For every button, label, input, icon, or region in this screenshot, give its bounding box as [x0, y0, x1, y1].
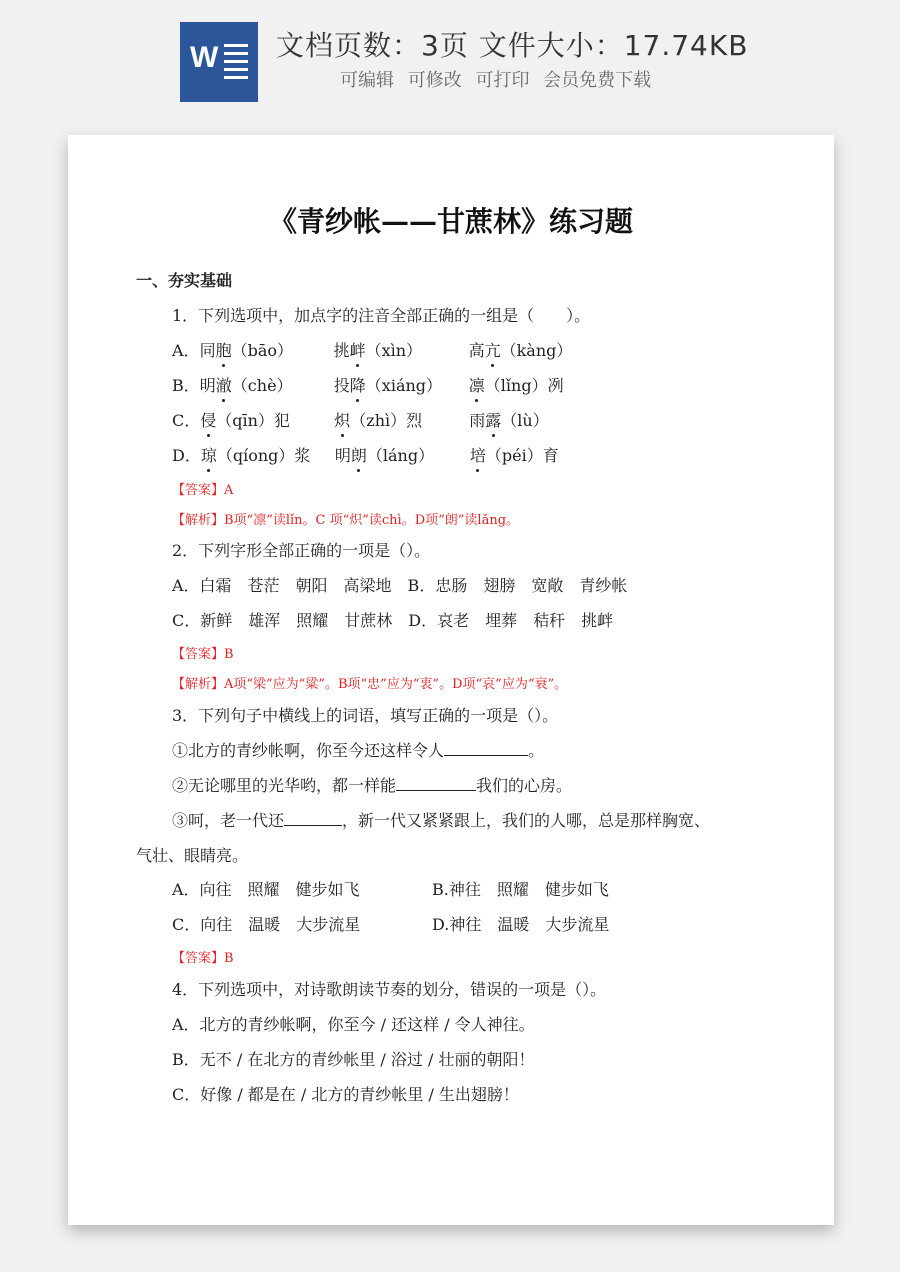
- question-4-stem: 4．下列选项中，对诗歌朗读节奏的划分，错误的一项是（）。: [172, 980, 607, 999]
- question-3-options-cd: C．向往 温暖 大步流星 D.神往 温暖 大步流星: [172, 915, 610, 934]
- word-icon-lines: [224, 44, 248, 84]
- fill-blank: [444, 741, 528, 756]
- question-1-analysis: 【解析】B项“凛”读lǐn。C 项“炽”读chì。D项“朗”读lǎng。: [172, 513, 520, 528]
- emphasis-dot-char: 降: [350, 373, 366, 396]
- question-2-options-cd: C．新鲜 雄浑 照耀 甘蔗林 D．哀老 埋葬 秸秆 挑衅: [172, 611, 614, 630]
- word-icon: [180, 22, 258, 102]
- question-2-analysis: 【解析】A项“梁”应为“粱”。B项“忠”应为“衷”。D项“哀”应为“衰”。: [172, 677, 568, 692]
- question-2-stem: 2．下列字形全部正确的一项是（）。: [172, 541, 431, 560]
- question-3-sentence-3: ③呵，老一代还 ，新一代又紧紧跟上，我们的人哪，总是那样胸宽、: [172, 811, 711, 830]
- emphasis-dot-char: 亢: [485, 338, 501, 361]
- question-1-option-a: A．同胞（bāo） 挑衅（xìn） 高亢（kàng）: [172, 338, 572, 361]
- emphasis-dot-char: 琼: [201, 443, 217, 466]
- question-2-options-ab: A．白霜 苍茫 朝阳 高梁地 B．忠肠 翅膀 宽敞 青纱帐: [172, 576, 628, 595]
- question-3-sentence-3-cont: 气壮、眼睛亮。: [136, 846, 249, 865]
- emphasis-dot-char: 衅: [350, 338, 366, 361]
- emphasis-dot-char: 凛: [469, 373, 485, 396]
- question-3-sentence-2: ②无论哪里的光华哟，都一样能 我们的心房。: [172, 776, 573, 795]
- fill-blank: [284, 811, 342, 826]
- question-1-stem: 1．下列选项中，加点字的注音全部正确的一组是（ ）。: [172, 306, 591, 325]
- emphasis-dot-char: 朗: [351, 443, 367, 466]
- emphasis-dot-char: 培: [470, 443, 486, 466]
- question-4-option-a: A．北方的青纱帐啊，你至今 / 还这样 / 令人神往。: [172, 1015, 535, 1034]
- question-2-answer: 【答案】B: [172, 647, 234, 662]
- emphasis-dot-char: 露: [485, 408, 501, 431]
- document-stats: 文档页数：3页 文件大小：17.74KB: [276, 29, 749, 62]
- question-4-option-b: B．无不 / 在北方的青纱帐里 / 浴过 / 壮丽的朝阳！: [172, 1050, 535, 1069]
- question-3-stem: 3．下列句子中横线上的词语，填写正确的一项是（）。: [172, 706, 559, 725]
- question-3-sentence-1: ①北方的青纱帐啊，你至今还这样令人 。: [172, 741, 545, 760]
- question-3-answer: 【答案】B: [172, 951, 234, 966]
- document-features: 可编辑 可修改 可打印 会员免费下载: [340, 70, 652, 91]
- header-bar: [0, 0, 900, 120]
- emphasis-dot-char: 澈: [216, 373, 232, 396]
- question-1-option-c: C．侵（qīn）犯 炽（zhì）烈 雨露（lù）: [172, 408, 549, 431]
- question-4-option-c: C．好像 / 都是在 / 北方的青纱帐里 / 生出翅膀！: [172, 1085, 519, 1104]
- emphasis-dot-char: 胞: [216, 338, 232, 361]
- emphasis-dot-char: 侵: [200, 408, 216, 431]
- question-3-options-ab: A．向往 照耀 健步如飞 B.神往 照耀 健步如飞: [172, 880, 609, 899]
- question-1-option-b: B．明澈（chè） 投降（xiáng） 凛（lǐng）冽: [172, 373, 564, 396]
- question-1-option-d: D．琼（qíong）浆 明朗（láng） 培（péi）育: [172, 443, 559, 466]
- word-icon-letter: W: [190, 41, 219, 74]
- document-page: [68, 135, 834, 1225]
- question-1-answer: 【答案】A: [172, 483, 234, 498]
- fill-blank: [396, 776, 476, 791]
- section-heading: 一、夯实基础: [136, 271, 233, 290]
- document-title: 《青纱帐——甘蔗林》练习题: [268, 205, 633, 238]
- emphasis-dot-char: 炽: [334, 408, 350, 431]
